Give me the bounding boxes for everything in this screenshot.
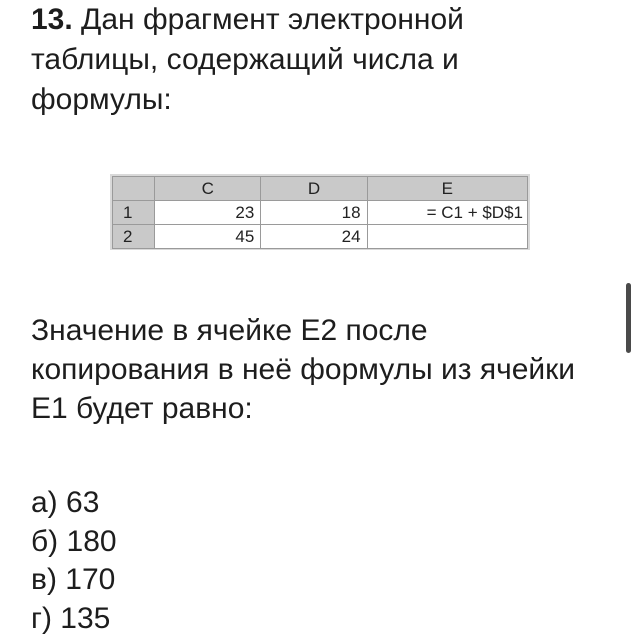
answer-option-b: б) 180 — [31, 524, 117, 558]
row-header-1: 1 — [113, 201, 155, 225]
cell-e2 — [367, 225, 527, 249]
question-body: Дан фрагмент электронной таблицы, содержащий числа и формулы: — [31, 3, 464, 116]
row-header-2: 2 — [113, 225, 155, 249]
column-header-d: D — [261, 177, 367, 201]
answer-options — [31, 484, 117, 638]
spreadsheet-fragment — [110, 174, 530, 250]
column-header-row — [113, 177, 528, 201]
question-text — [31, 0, 591, 120]
column-header-e: E — [367, 177, 527, 201]
table-row — [113, 201, 528, 225]
spreadsheet-table — [112, 176, 528, 249]
table-row — [113, 225, 528, 249]
answer-option-g: г) 135 — [31, 601, 111, 635]
cell-c1: 23 — [155, 201, 261, 225]
cell-c2: 45 — [155, 225, 261, 249]
question-prompt: Значение в ячейке E2 после копирования в неё формулы из ячейки E1 будет равно: — [31, 314, 576, 425]
corner-cell — [113, 177, 155, 201]
answer-option-v: в) 170 — [31, 563, 116, 596]
cell-d2: 24 — [261, 225, 367, 249]
cell-d1: 18 — [261, 201, 367, 225]
scrollbar[interactable] — [626, 283, 631, 353]
question-number: 13. — [31, 3, 73, 36]
column-header-c: C — [155, 177, 261, 201]
answer-option-a: а) 63 — [31, 486, 100, 519]
cell-e1: = C1 + $D$1 — [367, 201, 527, 225]
